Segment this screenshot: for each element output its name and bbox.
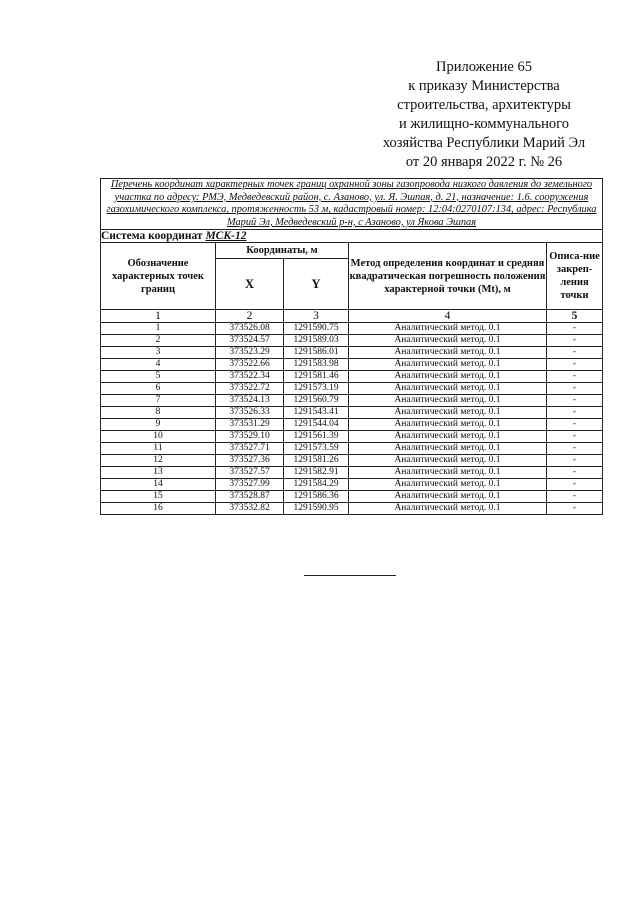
- y-coordinate-cell: 1291590.75: [284, 323, 349, 335]
- x-coordinate-cell: 373524.57: [216, 335, 284, 347]
- appendix-line: и жилищно-коммунального: [398, 116, 570, 132]
- coordinate-system-label: Система координат: [101, 230, 203, 243]
- description-cell: -: [547, 371, 603, 383]
- appendix-header: [360, 58, 608, 172]
- y-coordinate-cell: 1291583.98: [284, 359, 349, 371]
- table-row: [101, 335, 603, 347]
- table-row: [101, 395, 603, 407]
- coordinate-system: [101, 230, 603, 243]
- x-coordinate-cell: 373522.66: [216, 359, 284, 371]
- description-cell: -: [547, 491, 603, 503]
- point-number-cell: 4: [101, 359, 216, 371]
- table-row: [101, 371, 603, 383]
- point-number-cell: 7: [101, 395, 216, 407]
- y-coordinate-cell: 1291573.59: [284, 443, 349, 455]
- y-coordinate-cell: 1291586.01: [284, 347, 349, 359]
- description-cell: -: [547, 335, 603, 347]
- coordinates-table: [100, 178, 603, 515]
- x-coordinate-cell: 373526.33: [216, 407, 284, 419]
- x-coordinate-cell: 373528.87: [216, 491, 284, 503]
- description-cell: -: [547, 359, 603, 371]
- point-number-cell: 13: [101, 467, 216, 479]
- point-number-cell: 5: [101, 371, 216, 383]
- table-row: [101, 503, 603, 515]
- x-coordinate-cell: 373529.10: [216, 431, 284, 443]
- point-number-cell: 1: [101, 323, 216, 335]
- table-row: [101, 443, 603, 455]
- appendix-line: строительства, архитектуры: [397, 97, 571, 113]
- description-cell: -: [547, 443, 603, 455]
- method-cell: Аналитический метод. 0.1: [349, 407, 547, 419]
- x-coordinate-cell: 373527.71: [216, 443, 284, 455]
- table-row: [101, 359, 603, 371]
- method-cell: Аналитический метод. 0.1: [349, 395, 547, 407]
- y-coordinate-cell: 1291581.26: [284, 455, 349, 467]
- description-cell: -: [547, 323, 603, 335]
- col-number: 2: [216, 310, 284, 323]
- point-number-cell: 10: [101, 431, 216, 443]
- y-coordinate-cell: 1291544.04: [284, 419, 349, 431]
- header-coords: Координаты, м: [216, 243, 349, 259]
- table-row: [101, 479, 603, 491]
- method-cell: Аналитический метод. 0.1: [349, 467, 547, 479]
- method-cell: Аналитический метод. 0.1: [349, 419, 547, 431]
- table-row: [101, 407, 603, 419]
- description-cell: -: [547, 479, 603, 491]
- method-cell: Аналитический метод. 0.1: [349, 347, 547, 359]
- method-cell: Аналитический метод. 0.1: [349, 479, 547, 491]
- y-coordinate-cell: 1291560.79: [284, 395, 349, 407]
- appendix-line: хозяйства Республики Марий Эл: [382, 135, 586, 151]
- table-row: [101, 431, 603, 443]
- point-number-cell: 14: [101, 479, 216, 491]
- header-desc: Описа-ние закреп-ления точки: [547, 243, 603, 310]
- y-coordinate-cell: 1291590.95: [284, 503, 349, 515]
- description-cell: -: [547, 407, 603, 419]
- col-number: 5: [547, 310, 603, 323]
- col-number: 1: [101, 310, 216, 323]
- method-cell: Аналитический метод. 0.1: [349, 359, 547, 371]
- description-cell: -: [547, 395, 603, 407]
- y-coordinate-cell: 1291543.41: [284, 407, 349, 419]
- header-y: Y: [284, 259, 349, 310]
- y-coordinate-cell: 1291561.39: [284, 431, 349, 443]
- method-cell: Аналитический метод. 0.1: [349, 455, 547, 467]
- method-cell: Аналитический метод. 0.1: [349, 491, 547, 503]
- y-coordinate-cell: 1291589.03: [284, 335, 349, 347]
- header-point: Обозначение характерных точек границ: [101, 243, 216, 310]
- coordinate-system-value: МСК-12: [205, 230, 247, 243]
- divider-line: [304, 575, 396, 576]
- x-coordinate-cell: 373523.29: [216, 347, 284, 359]
- point-number-cell: 9: [101, 419, 216, 431]
- method-cell: Аналитический метод. 0.1: [349, 443, 547, 455]
- x-coordinate-cell: 373522.72: [216, 383, 284, 395]
- point-number-cell: 16: [101, 503, 216, 515]
- description-cell: -: [547, 383, 603, 395]
- table-row: [101, 419, 603, 431]
- y-coordinate-cell: 1291581.46: [284, 371, 349, 383]
- col-number: 4: [349, 310, 547, 323]
- description-cell: -: [547, 467, 603, 479]
- y-coordinate-cell: 1291582.91: [284, 467, 349, 479]
- x-coordinate-cell: 373527.99: [216, 479, 284, 491]
- table-row: [101, 491, 603, 503]
- x-coordinate-cell: 373526.08: [216, 323, 284, 335]
- point-number-cell: 2: [101, 335, 216, 347]
- point-number-cell: 12: [101, 455, 216, 467]
- table-row: [101, 455, 603, 467]
- appendix-line: Приложение 65: [436, 59, 532, 75]
- header-method: Метод определения координат и средняя квадратическая погрешность положения характерной точки (Mt), м: [349, 243, 547, 310]
- table-row: [101, 467, 603, 479]
- x-coordinate-cell: 373524.13: [216, 395, 284, 407]
- description-cell: -: [547, 347, 603, 359]
- table-row: [101, 347, 603, 359]
- y-coordinate-cell: 1291584.29: [284, 479, 349, 491]
- appendix-line: от 20 января 2022 г. № 26: [405, 154, 563, 170]
- description-cell: -: [547, 455, 603, 467]
- description-cell: -: [547, 419, 603, 431]
- x-coordinate-cell: 373522.34: [216, 371, 284, 383]
- method-cell: Аналитический метод. 0.1: [349, 335, 547, 347]
- point-number-cell: 15: [101, 491, 216, 503]
- method-cell: Аналитический метод. 0.1: [349, 431, 547, 443]
- description-cell: -: [547, 431, 603, 443]
- table-title: Перечень координат характерных точек границ охранной зоны газопровода низкого давления до земельного участка по адресу: РМЭ, Медведевский район, с. Азаново, ул. Я. Эшпая, д. 21, назначение: 1.6. сооружения газохимического комплекса, протяженность 53 м, кадастровый номер: 12:04:0270107:134, адрес: Республика Марий Эл, Медведевский р-н, с Азаново, ул Якова Эшпая: [101, 179, 603, 230]
- y-coordinate-cell: 1291586.36: [284, 491, 349, 503]
- table-row: [101, 323, 603, 335]
- point-number-cell: 11: [101, 443, 216, 455]
- header-x: X: [216, 259, 284, 310]
- x-coordinate-cell: 373527.57: [216, 467, 284, 479]
- x-coordinate-cell: 373531.29: [216, 419, 284, 431]
- method-cell: Аналитический метод. 0.1: [349, 503, 547, 515]
- x-coordinate-cell: 373527.36: [216, 455, 284, 467]
- point-number-cell: 6: [101, 383, 216, 395]
- point-number-cell: 8: [101, 407, 216, 419]
- table-row: [101, 383, 603, 395]
- x-coordinate-cell: 373532.82: [216, 503, 284, 515]
- method-cell: Аналитический метод. 0.1: [349, 383, 547, 395]
- method-cell: Аналитический метод. 0.1: [349, 371, 547, 383]
- description-cell: -: [547, 503, 603, 515]
- method-cell: Аналитический метод. 0.1: [349, 323, 547, 335]
- point-number-cell: 3: [101, 347, 216, 359]
- y-coordinate-cell: 1291573.19: [284, 383, 349, 395]
- col-number: 3: [284, 310, 349, 323]
- appendix-line: к приказу Министерства: [408, 78, 560, 94]
